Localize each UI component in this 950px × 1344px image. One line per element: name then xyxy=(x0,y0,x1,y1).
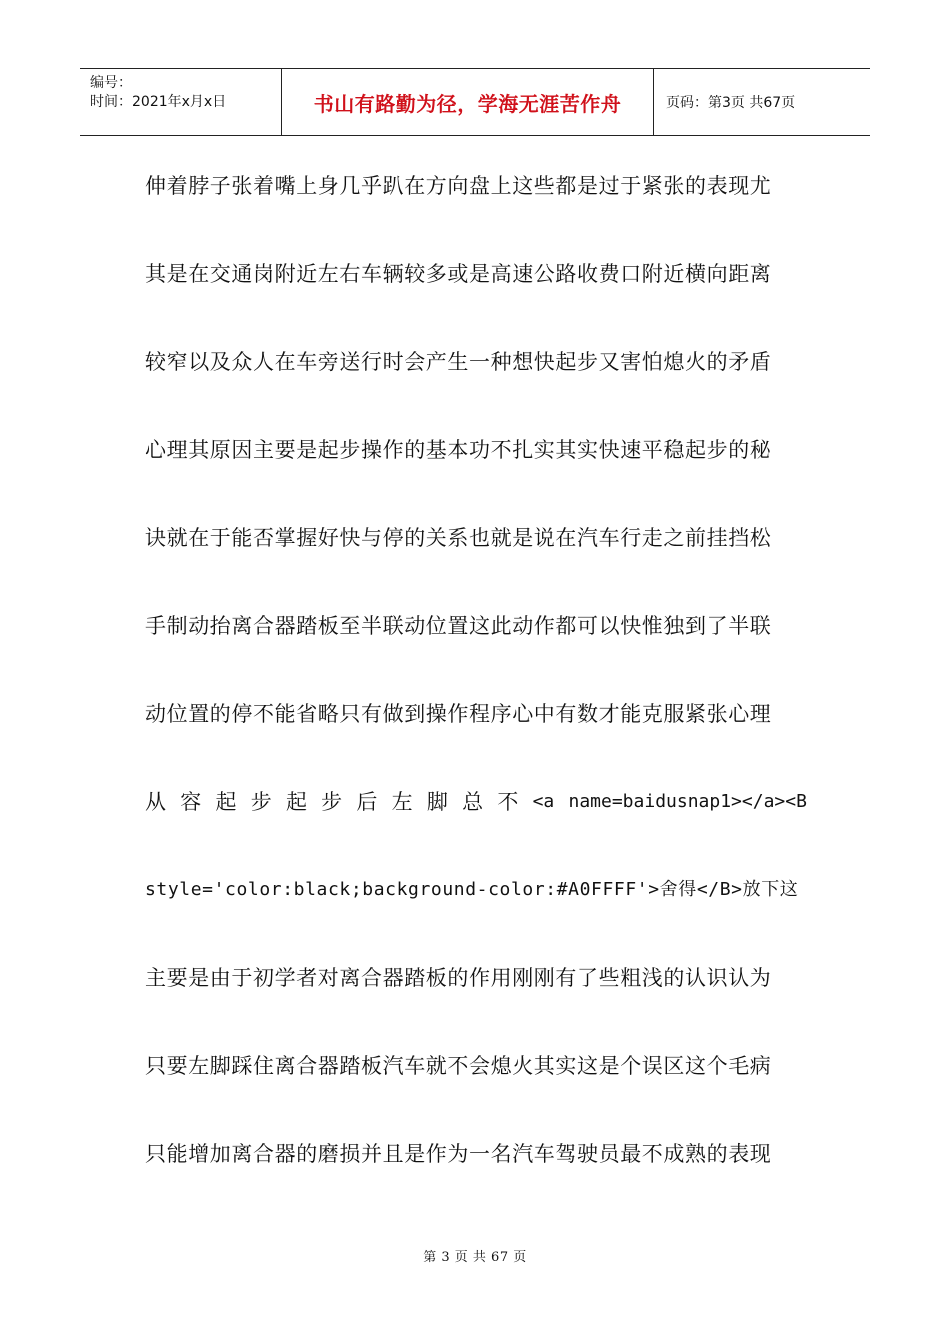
spread-char: name=baidusnap1></a><B xyxy=(568,791,807,812)
body-line: 只要左脚踩住离合器踏板汽车就不会熄火其实这是个误区这个毛病 xyxy=(145,1054,772,1078)
body-line: 只能增加离合器的磨损并且是作为一名汽车驾驶员最不成熟的表现 xyxy=(145,1142,772,1166)
page-footer: 第 3 页 共 67 页 xyxy=(423,1250,527,1265)
spread-char: 容 xyxy=(180,790,202,814)
body-line: 主要是由于初学者对离合器踏板的作用刚刚有了些粗浅的认识认为 xyxy=(145,966,772,990)
header-page-info: 页码：第3页 共67页 xyxy=(666,95,796,111)
body-line: 诀就在于能否掌握好快与停的关系也就是说在汽车行走之前挂挡松 xyxy=(145,526,772,550)
spread-char: 脚 xyxy=(426,790,448,814)
body-line: 其是在交通岗附近左右车辆较多或是高速公路收费口附近横向距离 xyxy=(145,262,772,286)
spread-char: 步 xyxy=(321,790,343,814)
body-line: 动位置的停不能省略只有做到操作程序心中有数才能克服紧张心理 xyxy=(145,702,772,726)
spread-char: 不 xyxy=(497,790,519,814)
spread-char: 步 xyxy=(250,790,272,814)
document-number-label: 编号： xyxy=(90,75,132,91)
spread-char: 起 xyxy=(285,790,307,814)
spread-char: 左 xyxy=(391,790,413,814)
spread-char: 总 xyxy=(462,790,484,814)
body-line: 心理其原因主要是起步操作的基本功不扎实其实快速平稳起步的秘 xyxy=(145,438,772,462)
header-motto: 书山有路勤为径，学海无涯苦作舟 xyxy=(282,69,654,135)
header-meta-cell xyxy=(80,69,282,135)
spread-char: 从 xyxy=(145,790,166,814)
body-line: 较窄以及众人在车旁送行时会产生一种想快起步又害怕熄火的矛盾 xyxy=(145,350,772,374)
body-line-spread xyxy=(145,782,807,822)
spread-char: <a xyxy=(532,791,555,812)
body-line: 手制动抬离合器踏板至半联动位置这此动作都可以快惟独到了半联 xyxy=(145,614,772,638)
document-header xyxy=(80,68,870,136)
body-line: 伸着脖子张着嘴上身几乎趴在方向盘上这些都是过于紧张的表现尤 xyxy=(145,174,772,198)
body-line-code: style='color:black;background-color:#A0FFFF'>舍得</B>放下这 xyxy=(145,879,799,900)
spread-char: 后 xyxy=(356,790,378,814)
document-date-label: 时间：2021年x月x日 xyxy=(90,94,227,110)
spread-char: 起 xyxy=(215,790,237,814)
